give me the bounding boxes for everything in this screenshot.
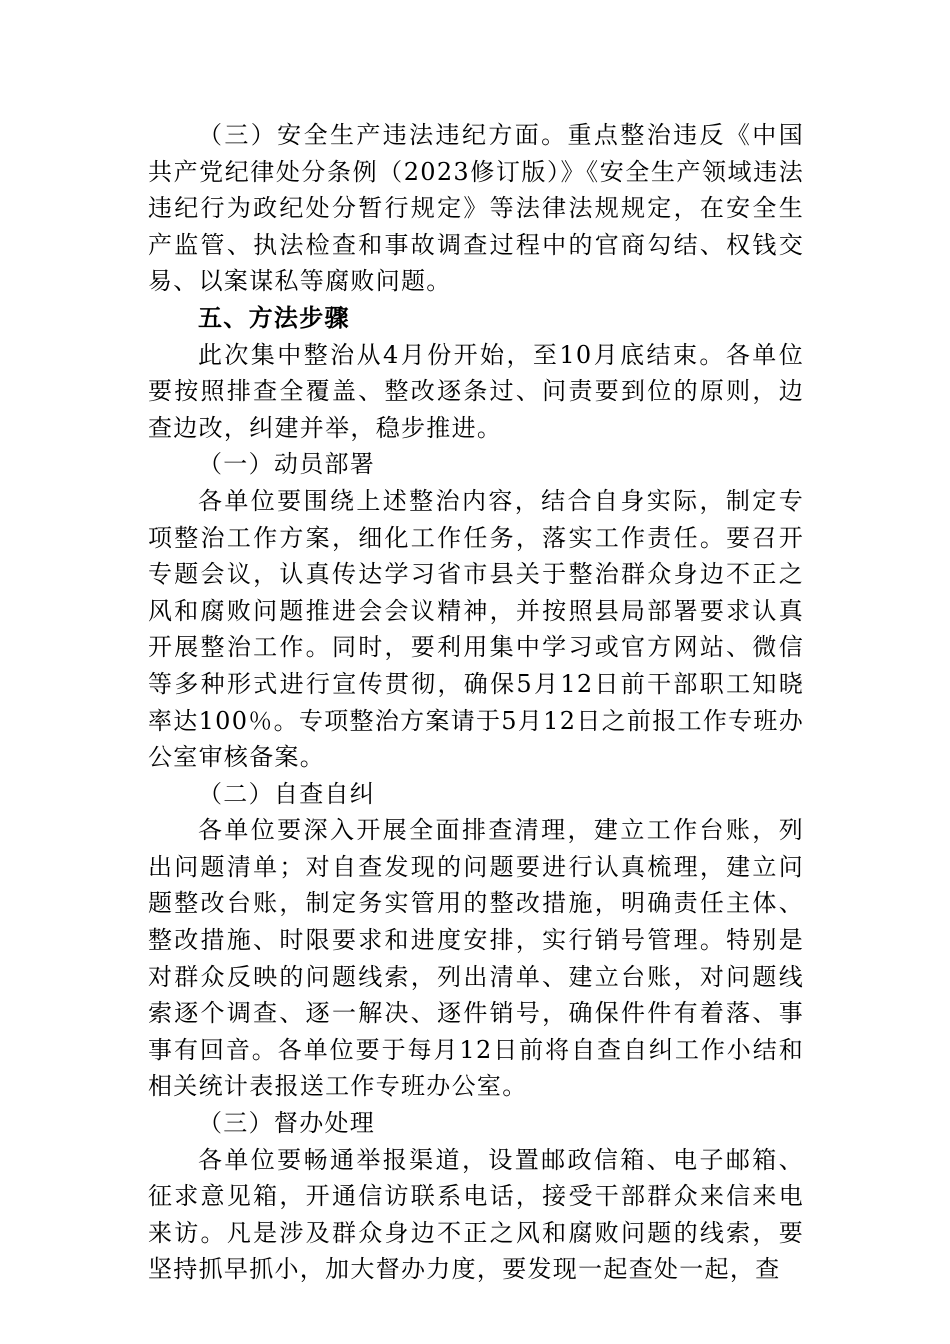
paragraph-self-inspection: 各单位要深入开展全面排查清理，建立工作台账，列出问题清单；对自查发现的问题要进行认真梳理，建立问题整改台账，制定务实管用的整改措施，明确责任主体、整改措施、时限要求和进度安排，实行销号管理。特别是对群众反映的问题线索，列出清单、建立台账，对问题线索逐个调查、逐一解决、逐件销号，确保件件有着落、事事有回音。各单位要于每月12日前将自查自纠工作小结和相关统计表报送工作专班办公室。 (148, 816, 804, 1101)
subheading-mobilization: （一）动员部署 (198, 450, 376, 479)
subheading-self-inspection: （二）自查自纠 (198, 779, 376, 808)
paragraph-mobilization: 各单位要围绕上述整治内容，结合自身实际，制定专项整治工作方案，细化工作任务，落实工作责任。要召开专题会议，认真传达学习省市县关于整治群众身边不正之风和腐败问题推进会会议精神，并按照县局部署要求认真开展整治工作。同时，要利用集中学习或官方网站、微信等多种形式进行宣传贯彻，确保5月12日前干部职工知晓率达100％。专项整治方案请于5月12日之前报工作专班办公室审核备案。 (148, 486, 805, 772)
paragraph-supervision: 各单位要畅通举报渠道，设置邮政信箱、电子邮箱、征求意见箱，开通信访联系电话，接受干部群众来信来电来访。凡是涉及群众身边不正之风和腐败问题的线索，要坚持抓早抓小，加大督办力度，要发现一起查处一起，查 (148, 1145, 804, 1284)
paragraph-safety-violations: （三）安全生产违法违纪方面。重点整治违反《中国共产党纪律处分条例（2023修订版）》《安全生产领域违法违纪行为政纪处分暂行规定》等法律法规规定，在安全生产监管、执法检查和事故调查过程中的官商勾结、权钱交易、以案谋私等腐败问题。 (148, 121, 804, 296)
document-body (148, 117, 804, 1288)
subheading-supervision: （三）督办处理 (198, 1109, 376, 1138)
section-heading-methods: 五、方法步骤 (198, 303, 350, 332)
paragraph-timeline: 此次集中整治从4月份开始，至10月底结束。各单位要按照排查全覆盖、整改逐条过、问责要到位的原则，边查边改，纠建并举，稳步推进。 (148, 340, 804, 442)
